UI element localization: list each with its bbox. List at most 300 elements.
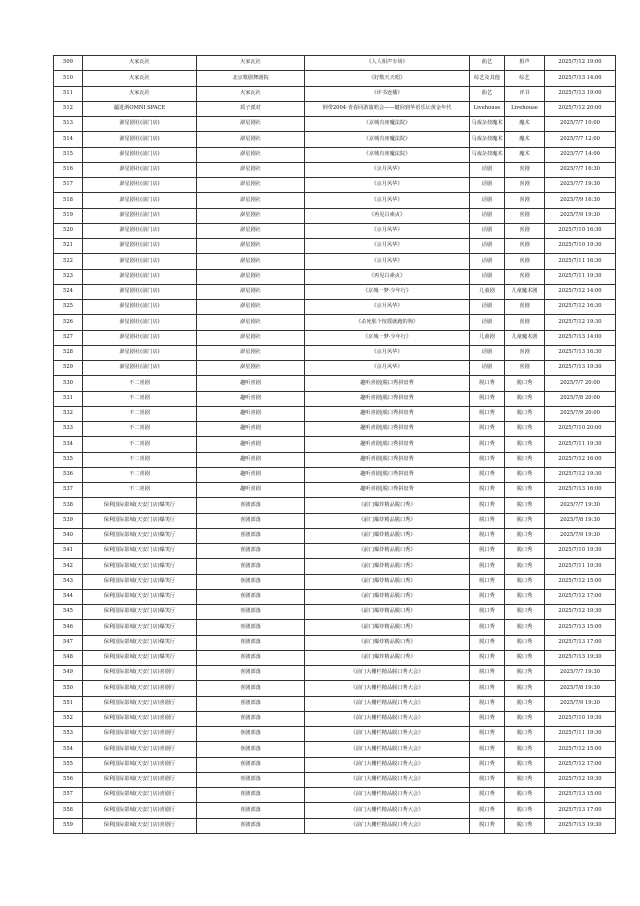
table-row xyxy=(54,56,616,71)
row-number-cell: 519 xyxy=(54,208,83,223)
table-row xyxy=(54,223,616,238)
table-row xyxy=(54,361,616,376)
program-title-cell: 《前门大栅栏精品脱口秀大会》 xyxy=(305,696,470,711)
showtime-cell: 2025/7/13 15:00 xyxy=(545,788,616,803)
venue-cell: 澎星剧社(前门店) xyxy=(83,315,197,330)
showtime-cell: 2025/7/11 19:30 xyxy=(545,727,616,742)
category-cell: 马戏杂技魔术 xyxy=(470,132,505,147)
showtime-cell: 2025/7/12 19:30 xyxy=(545,772,616,787)
table-row xyxy=(54,254,616,269)
organizer-cell: 喜剧部落 xyxy=(197,681,305,696)
program-title-cell: 《前门爆炸精品脱口秀》 xyxy=(305,574,470,589)
row-number-cell: 555 xyxy=(54,757,83,772)
category-cell: 脱口秀 xyxy=(470,650,505,665)
showtime-cell: 2025/7/12 16:00 xyxy=(545,452,616,467)
venue-cell: 保利国际影城(天安门店)爆笑厅 xyxy=(83,650,197,665)
table-row xyxy=(54,620,616,635)
subcategory-cell: 相声 xyxy=(505,56,545,71)
showtime-cell: 2025/7/13 17:00 xyxy=(545,635,616,650)
category-cell: 脱口秀 xyxy=(470,422,505,437)
showtime-cell: 2025/7/13 16:30 xyxy=(545,345,616,360)
showtime-cell: 2025/7/10 16:30 xyxy=(545,223,616,238)
table-row xyxy=(54,178,616,193)
organizer-cell: 质子派对 xyxy=(197,101,305,116)
table-row xyxy=(54,391,616,406)
table-row xyxy=(54,681,616,696)
row-number-cell: 528 xyxy=(54,345,83,360)
row-number-cell: 509 xyxy=(54,56,83,71)
program-title-cell: 《前门大栅栏精品脱口秀大会》 xyxy=(305,818,470,833)
table-row xyxy=(54,71,616,86)
table-row xyxy=(54,742,616,757)
showtime-cell: 2025/7/12 19:30 xyxy=(545,605,616,620)
category-cell: 脱口秀 xyxy=(470,605,505,620)
subcategory-cell: 脱口秀 xyxy=(505,391,545,406)
subcategory-cell: 喜剧 xyxy=(505,254,545,269)
category-cell: 脱口秀 xyxy=(470,696,505,711)
program-title-cell: 《前门爆炸精品脱口秀》 xyxy=(305,620,470,635)
organizer-cell: 喜剧部落 xyxy=(197,589,305,604)
row-number-cell: 547 xyxy=(54,635,83,650)
category-cell: 话剧 xyxy=(470,254,505,269)
venue-cell: 澎星剧社(前门店) xyxy=(83,117,197,132)
showtime-cell: 2025/7/12 17:00 xyxy=(545,589,616,604)
program-title-cell: 《前门爆炸精品脱口秀》 xyxy=(305,513,470,528)
organizer-cell: 澎星剧社 xyxy=(197,178,305,193)
table-row xyxy=(54,147,616,162)
program-title-cell: 《前门大栅栏精品脱口秀大会》 xyxy=(305,772,470,787)
program-title-cell: 《京城一梦·少年行》 xyxy=(305,284,470,299)
showtime-cell: 2025/7/13 17:00 xyxy=(545,803,616,818)
showtime-cell: 2025/7/8 19:30 xyxy=(545,513,616,528)
showtime-cell: 2025/7/10 19:30 xyxy=(545,239,616,254)
program-title-cell: 《京月风华》 xyxy=(305,223,470,238)
subcategory-cell: 喜剧 xyxy=(505,269,545,284)
organizer-cell: 澎星剧社 xyxy=(197,117,305,132)
showtime-cell: 2025/7/9 16:30 xyxy=(545,193,616,208)
program-title-cell: 《京月风华》 xyxy=(305,361,470,376)
venue-cell: 保利国际影城(天安门店)喜剧厅 xyxy=(83,803,197,818)
subcategory-cell: 脱口秀 xyxy=(505,772,545,787)
organizer-cell: 澎星剧社 xyxy=(197,239,305,254)
table-row xyxy=(54,803,616,818)
row-number-cell: 511 xyxy=(54,86,83,101)
organizer-cell: 趣听喜剧 xyxy=(197,467,305,482)
subcategory-cell: 脱口秀 xyxy=(505,422,545,437)
showtime-cell: 2025/7/12 19:30 xyxy=(545,467,616,482)
venue-cell: 保利国际影城(天安门店)爆笑厅 xyxy=(83,635,197,650)
row-number-cell: 544 xyxy=(54,589,83,604)
subcategory-cell: 脱口秀 xyxy=(505,528,545,543)
subcategory-cell: 脱口秀 xyxy=(505,437,545,452)
organizer-cell: 喜剧部落 xyxy=(197,696,305,711)
row-number-cell: 524 xyxy=(54,284,83,299)
venue-cell: 保利国际影城(天安门店)喜剧厅 xyxy=(83,711,197,726)
category-cell: 话剧 xyxy=(470,300,505,315)
table-row xyxy=(54,86,616,101)
subcategory-cell: Livehouse xyxy=(505,101,545,116)
subcategory-cell: 脱口秀 xyxy=(505,589,545,604)
subcategory-cell: 喜剧 xyxy=(505,345,545,360)
category-cell: 综艺及其他 xyxy=(470,71,505,86)
venue-cell: 澎星剧社(前门店) xyxy=(83,208,197,223)
organizer-cell: 趣听喜剧 xyxy=(197,391,305,406)
category-cell: 脱口秀 xyxy=(470,483,505,498)
showtime-cell: 2025/7/7 14:00 xyxy=(545,147,616,162)
venue-cell: 不二喜剧 xyxy=(83,422,197,437)
showtime-cell: 2025/7/13 16:00 xyxy=(545,483,616,498)
program-title-cell: 《京月风华》 xyxy=(305,178,470,193)
program-title-cell: 《京月风华》 xyxy=(305,162,470,177)
showtime-cell: 2025/7/9 19:30 xyxy=(545,528,616,543)
category-cell: 脱口秀 xyxy=(470,681,505,696)
row-number-cell: 539 xyxy=(54,513,83,528)
subcategory-cell: 喜剧 xyxy=(505,178,545,193)
organizer-cell: 澎星剧社 xyxy=(197,345,305,360)
organizer-cell: 趣听喜剧 xyxy=(197,452,305,467)
category-cell: 脱口秀 xyxy=(470,589,505,604)
table-row xyxy=(54,574,616,589)
venue-cell: 不二喜剧 xyxy=(83,406,197,421)
showtime-cell: 2025/7/11 16:30 xyxy=(545,254,616,269)
organizer-cell: 澎星剧社 xyxy=(197,147,305,162)
subcategory-cell: 喜剧 xyxy=(505,193,545,208)
table-row xyxy=(54,132,616,147)
showtime-cell: 2025/7/12 16:30 xyxy=(545,300,616,315)
category-cell: 脱口秀 xyxy=(470,437,505,452)
organizer-cell: 喜剧部落 xyxy=(197,650,305,665)
organizer-cell: 喜剧部落 xyxy=(197,818,305,833)
organizer-cell: 澎星剧社 xyxy=(197,269,305,284)
row-number-cell: 540 xyxy=(54,528,83,543)
organizer-cell: 喜剧部落 xyxy=(197,666,305,681)
row-number-cell: 529 xyxy=(54,361,83,376)
program-title-cell: 《前门爆炸精品脱口秀》 xyxy=(305,498,470,513)
venue-cell: 不二喜剧 xyxy=(83,391,197,406)
subcategory-cell: 喜剧 xyxy=(505,223,545,238)
category-cell: 话剧 xyxy=(470,193,505,208)
category-cell: 脱口秀 xyxy=(470,788,505,803)
row-number-cell: 556 xyxy=(54,772,83,787)
program-title-cell: 趣听喜剧|脱口秀拼盘秀 xyxy=(305,422,470,437)
row-number-cell: 513 xyxy=(54,117,83,132)
row-number-cell: 538 xyxy=(54,498,83,513)
table-row xyxy=(54,818,616,833)
venue-cell: 不二喜剧 xyxy=(83,437,197,452)
subcategory-cell: 脱口秀 xyxy=(505,498,545,513)
subcategory-cell: 喜剧 xyxy=(505,361,545,376)
table-row xyxy=(54,544,616,559)
category-cell: 脱口秀 xyxy=(470,391,505,406)
subcategory-cell: 脱口秀 xyxy=(505,666,545,681)
program-title-cell: 《京月风华》 xyxy=(305,254,470,269)
program-title-cell: 《前门大栅栏精品脱口秀大会》 xyxy=(305,681,470,696)
showtime-cell: 2025/7/11 19:30 xyxy=(545,437,616,452)
organizer-cell: 喜剧部落 xyxy=(197,635,305,650)
subcategory-cell: 脱口秀 xyxy=(505,467,545,482)
table-row xyxy=(54,269,616,284)
table-row xyxy=(54,650,616,665)
showtime-cell: 2025/7/13 19:30 xyxy=(545,650,616,665)
showtime-cell: 2025/7/13 19:30 xyxy=(545,818,616,833)
showtime-cell: 2025/7/12 14:00 xyxy=(545,284,616,299)
venue-cell: 澎星剧社(前门店) xyxy=(83,330,197,345)
program-title-cell: 《前门大栅栏精品脱口秀大会》 xyxy=(305,727,470,742)
subcategory-cell: 脱口秀 xyxy=(505,605,545,620)
venue-cell: 保利国际影城(天安门店)喜剧厅 xyxy=(83,696,197,711)
program-title-cell: 《京月风华》 xyxy=(305,300,470,315)
organizer-cell: 趣听喜剧 xyxy=(197,422,305,437)
venue-cell: 疆进酒OMNI SPACE xyxy=(83,101,197,116)
program-title-cell: 《京城有座魔法院》 xyxy=(305,132,470,147)
category-cell: 话剧 xyxy=(470,345,505,360)
program-title-cell: 《京月风华》 xyxy=(305,345,470,360)
category-cell: 曲艺 xyxy=(470,56,505,71)
venue-cell: 澎星剧社(前门店) xyxy=(83,345,197,360)
category-cell: 脱口秀 xyxy=(470,544,505,559)
table-row xyxy=(54,208,616,223)
row-number-cell: 517 xyxy=(54,178,83,193)
subcategory-cell: 脱口秀 xyxy=(505,742,545,757)
table-row xyxy=(54,422,616,437)
program-title-cell: 《前门大栅栏精品脱口秀大会》 xyxy=(305,788,470,803)
showtime-cell: 2025/7/12 20:00 xyxy=(545,101,616,116)
table-row xyxy=(54,376,616,391)
row-number-cell: 514 xyxy=(54,132,83,147)
row-number-cell: 545 xyxy=(54,605,83,620)
table-row xyxy=(54,345,616,360)
table-row xyxy=(54,483,616,498)
table-row xyxy=(54,772,616,787)
venue-cell: 澎星剧社(前门店) xyxy=(83,178,197,193)
organizer-cell: 澎星剧社 xyxy=(197,208,305,223)
performance-schedule-table xyxy=(53,55,616,834)
showtime-cell: 2025/7/12 19:30 xyxy=(545,315,616,330)
row-number-cell: 554 xyxy=(54,742,83,757)
venue-cell: 火家瓦社 xyxy=(83,56,197,71)
showtime-cell: 2025/7/13 14:00 xyxy=(545,71,616,86)
showtime-cell: 2025/7/7 19:30 xyxy=(545,498,616,513)
program-title-cell: 《再见白素贞》 xyxy=(305,269,470,284)
showtime-cell: 2025/7/13 15:00 xyxy=(545,620,616,635)
venue-cell: 保利国际影城(天安门店)喜剧厅 xyxy=(83,772,197,787)
category-cell: 脱口秀 xyxy=(470,803,505,818)
program-title-cell: 《前门爆炸精品脱口秀》 xyxy=(305,544,470,559)
program-title-cell: 倒带2004·青春回游演唱会——键回到华语乐坛黄金年代 xyxy=(305,101,470,116)
table-row xyxy=(54,284,616,299)
program-title-cell: 趣听喜剧|脱口秀拼盘秀 xyxy=(305,452,470,467)
program-title-cell: 《前门大栅栏精品脱口秀大会》 xyxy=(305,666,470,681)
venue-cell: 不二喜剧 xyxy=(83,483,197,498)
organizer-cell: 澎星剧社 xyxy=(197,132,305,147)
organizer-cell: 澎星剧社 xyxy=(197,361,305,376)
category-cell: 脱口秀 xyxy=(470,406,505,421)
row-number-cell: 523 xyxy=(54,269,83,284)
program-title-cell: 《京月风华》 xyxy=(305,193,470,208)
subcategory-cell: 脱口秀 xyxy=(505,559,545,574)
subcategory-cell: 魔术 xyxy=(505,147,545,162)
showtime-cell: 2025/7/9 20:00 xyxy=(545,406,616,421)
category-cell: 脱口秀 xyxy=(470,498,505,513)
category-cell: 脱口秀 xyxy=(470,742,505,757)
program-title-cell: 《前门爆炸精品脱口秀》 xyxy=(305,528,470,543)
showtime-cell: 2025/7/7 16:30 xyxy=(545,162,616,177)
row-number-cell: 510 xyxy=(54,71,83,86)
subcategory-cell: 脱口秀 xyxy=(505,650,545,665)
program-title-cell: 《前门爆炸精品脱口秀》 xyxy=(305,650,470,665)
row-number-cell: 548 xyxy=(54,650,83,665)
showtime-cell: 2025/7/13 19:00 xyxy=(545,86,616,101)
category-cell: 马戏杂技魔术 xyxy=(470,147,505,162)
subcategory-cell: 脱口秀 xyxy=(505,620,545,635)
table-row xyxy=(54,498,616,513)
program-title-cell: 《好歌天天唱》 xyxy=(305,71,470,86)
organizer-cell: 趣听喜剧 xyxy=(197,406,305,421)
venue-cell: 澎星剧社(前门店) xyxy=(83,147,197,162)
subcategory-cell: 喜剧 xyxy=(505,162,545,177)
subcategory-cell: 喜剧 xyxy=(505,300,545,315)
row-number-cell: 546 xyxy=(54,620,83,635)
table-row xyxy=(54,117,616,132)
showtime-cell: 2025/7/10 19:30 xyxy=(545,711,616,726)
table-row xyxy=(54,605,616,620)
subcategory-cell: 脱口秀 xyxy=(505,544,545,559)
venue-cell: 保利国际影城(天安门店)爆笑厅 xyxy=(83,605,197,620)
program-title-cell: 趣听喜剧|脱口秀拼盘秀 xyxy=(305,376,470,391)
showtime-cell: 2025/7/12 15:00 xyxy=(545,574,616,589)
venue-cell: 澎星剧社(前门店) xyxy=(83,254,197,269)
venue-cell: 保利国际影城(天安门店)爆笑厅 xyxy=(83,620,197,635)
organizer-cell: 澎星剧社 xyxy=(197,300,305,315)
venue-cell: 澎星剧社(前门店) xyxy=(83,132,197,147)
organizer-cell: 喜剧部落 xyxy=(197,513,305,528)
organizer-cell: 北京歌剧舞剧院 xyxy=(197,71,305,86)
venue-cell: 保利国际影城(天安门店)喜剧厅 xyxy=(83,788,197,803)
table-row xyxy=(54,757,616,772)
showtime-cell: 2025/7/13 14:00 xyxy=(545,330,616,345)
row-number-cell: 557 xyxy=(54,788,83,803)
table-row xyxy=(54,788,616,803)
row-number-cell: 552 xyxy=(54,711,83,726)
program-title-cell: 《前门爆炸精品脱口秀》 xyxy=(305,589,470,604)
showtime-cell: 2025/7/7 19:30 xyxy=(545,178,616,193)
row-number-cell: 530 xyxy=(54,376,83,391)
organizer-cell: 澎星剧社 xyxy=(197,223,305,238)
venue-cell: 澎星剧社(前门店) xyxy=(83,239,197,254)
table-row xyxy=(54,635,616,650)
venue-cell: 澎星剧社(前门店) xyxy=(83,269,197,284)
venue-cell: 澎星剧社(前门店) xyxy=(83,284,197,299)
showtime-cell: 2025/7/7 19:30 xyxy=(545,666,616,681)
row-number-cell: 512 xyxy=(54,101,83,116)
category-cell: 马戏杂技魔术 xyxy=(470,117,505,132)
row-number-cell: 531 xyxy=(54,391,83,406)
program-title-cell: 《前门爆炸精品脱口秀》 xyxy=(305,635,470,650)
category-cell: 话剧 xyxy=(470,223,505,238)
category-cell: 话剧 xyxy=(470,239,505,254)
category-cell: 话剧 xyxy=(470,162,505,177)
category-cell: 儿童剧 xyxy=(470,330,505,345)
category-cell: 脱口秀 xyxy=(470,818,505,833)
subcategory-cell: 脱口秀 xyxy=(505,711,545,726)
organizer-cell: 趣听喜剧 xyxy=(197,483,305,498)
showtime-cell: 2025/7/8 19:30 xyxy=(545,681,616,696)
table-row xyxy=(54,711,616,726)
table-row xyxy=(54,193,616,208)
table-row xyxy=(54,559,616,574)
category-cell: 脱口秀 xyxy=(470,772,505,787)
subcategory-cell: 脱口秀 xyxy=(505,483,545,498)
category-cell: 脱口秀 xyxy=(470,635,505,650)
venue-cell: 保利国际影城(天安门店)喜剧厅 xyxy=(83,666,197,681)
row-number-cell: 534 xyxy=(54,437,83,452)
category-cell: 儿童剧 xyxy=(470,284,505,299)
row-number-cell: 533 xyxy=(54,422,83,437)
program-title-cell: 《前门大栅栏精品脱口秀大会》 xyxy=(305,757,470,772)
program-title-cell: 《前门爆炸精品脱口秀》 xyxy=(305,559,470,574)
venue-cell: 保利国际影城(天安门店)爆笑厅 xyxy=(83,528,197,543)
showtime-cell: 2025/7/12 15:00 xyxy=(545,742,616,757)
organizer-cell: 澎星剧社 xyxy=(197,315,305,330)
category-cell: 脱口秀 xyxy=(470,711,505,726)
category-cell: 脱口秀 xyxy=(470,513,505,528)
table-row xyxy=(54,696,616,711)
row-number-cell: 559 xyxy=(54,818,83,833)
organizer-cell: 火家瓦社 xyxy=(197,86,305,101)
table-row xyxy=(54,589,616,604)
venue-cell: 保利国际影城(天安门店)喜剧厅 xyxy=(83,727,197,742)
showtime-cell: 2025/7/10 20:00 xyxy=(545,422,616,437)
table-row xyxy=(54,666,616,681)
category-cell: 脱口秀 xyxy=(470,452,505,467)
venue-cell: 保利国际影城(天安门店)喜剧厅 xyxy=(83,757,197,772)
row-number-cell: 518 xyxy=(54,193,83,208)
organizer-cell: 澎星剧社 xyxy=(197,284,305,299)
venue-cell: 保利国际影城(天安门店)爆笑厅 xyxy=(83,574,197,589)
showtime-cell: 2025/7/11 19:30 xyxy=(545,559,616,574)
program-title-cell: 趣听喜剧|脱口秀拼盘秀 xyxy=(305,406,470,421)
row-number-cell: 542 xyxy=(54,559,83,574)
organizer-cell: 澎星剧社 xyxy=(197,162,305,177)
table-row xyxy=(54,300,616,315)
organizer-cell: 澎星剧社 xyxy=(197,193,305,208)
subcategory-cell: 儿童魔术剧 xyxy=(505,330,545,345)
table-row xyxy=(54,437,616,452)
program-title-cell: 《评书连播》 xyxy=(305,86,470,101)
category-cell: 脱口秀 xyxy=(470,376,505,391)
subcategory-cell: 魔术 xyxy=(505,132,545,147)
program-title-cell: 趣听喜剧|脱口秀拼盘秀 xyxy=(305,437,470,452)
table-row xyxy=(54,406,616,421)
category-cell: 曲艺 xyxy=(470,86,505,101)
organizer-cell: 喜剧部落 xyxy=(197,620,305,635)
program-title-cell: 《人人相声专场》 xyxy=(305,56,470,71)
organizer-cell: 喜剧部落 xyxy=(197,544,305,559)
program-title-cell: 《京城有座魔法院》 xyxy=(305,147,470,162)
venue-cell: 火家瓦社 xyxy=(83,86,197,101)
subcategory-cell: 脱口秀 xyxy=(505,635,545,650)
subcategory-cell: 喜剧 xyxy=(505,208,545,223)
subcategory-cell: 喜剧 xyxy=(505,315,545,330)
category-cell: 脱口秀 xyxy=(470,528,505,543)
program-title-cell: 趣听喜剧|脱口秀拼盘秀 xyxy=(305,483,470,498)
category-cell: 脱口秀 xyxy=(470,666,505,681)
row-number-cell: 515 xyxy=(54,147,83,162)
table-row xyxy=(54,467,616,482)
row-number-cell: 526 xyxy=(54,315,83,330)
subcategory-cell: 脱口秀 xyxy=(505,376,545,391)
row-number-cell: 549 xyxy=(54,666,83,681)
